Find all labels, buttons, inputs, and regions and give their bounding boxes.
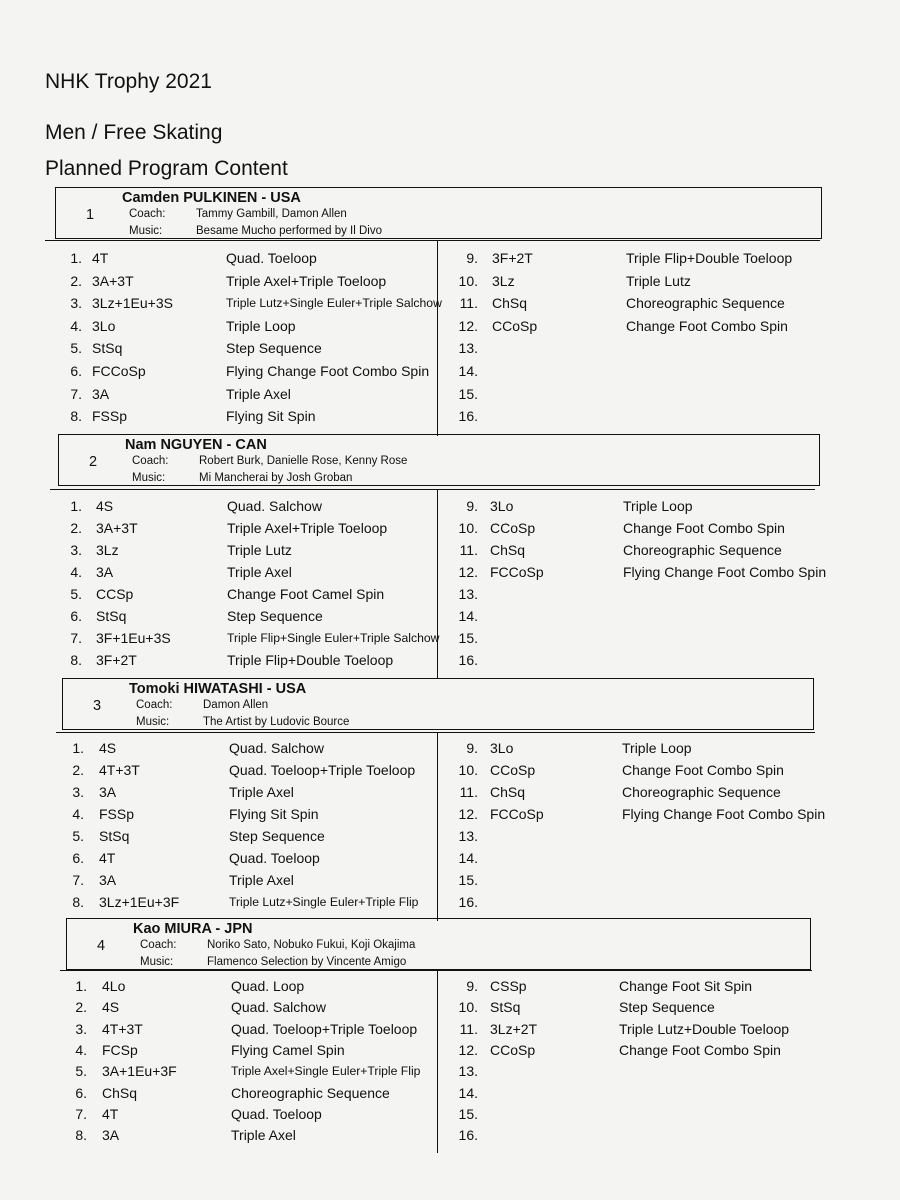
- element-row: [0, 408, 900, 430]
- element-code: 4T: [99, 850, 116, 866]
- element-code: 3F+1Eu+3S: [96, 630, 171, 646]
- element-description: Triple Axel: [229, 784, 294, 800]
- element-description: Triple Axel+Single Euler+Triple Flip: [231, 1064, 421, 1079]
- element-number: 10.: [458, 762, 478, 778]
- element-number: 13.: [458, 828, 478, 844]
- element-number: 11.: [459, 1020, 478, 1037]
- music-label: Music:: [132, 472, 166, 484]
- element-row: [0, 740, 900, 762]
- element-number: 11.: [459, 295, 478, 312]
- coach-label: Coach:: [136, 699, 173, 711]
- element-code: StSq: [92, 340, 123, 357]
- element-number: 9.: [466, 978, 478, 994]
- element-number: 11.: [459, 784, 478, 800]
- element-row: [0, 1063, 900, 1085]
- document-title: Planned Program Content: [45, 157, 288, 180]
- element-row: [0, 894, 900, 916]
- element-description: Choreographic Sequence: [623, 542, 782, 558]
- element-description: Triple Lutz+Single Euler+Triple Salchow: [226, 296, 442, 311]
- music-value: Mi Mancherai by Josh Groban: [199, 472, 353, 484]
- element-code: 4T: [102, 1105, 119, 1122]
- element-code: FCSp: [102, 1041, 138, 1058]
- element-row: [0, 340, 900, 362]
- element-row: [0, 318, 900, 340]
- element-row: [0, 586, 900, 608]
- element-code: 3A: [99, 872, 117, 888]
- element-number: 16.: [458, 1127, 478, 1144]
- element-description: Triple Lutz: [626, 272, 691, 289]
- element-number: 10.: [458, 520, 478, 536]
- element-number: 6.: [70, 608, 82, 624]
- element-number: 8.: [70, 408, 82, 425]
- element-number: 14.: [458, 1084, 478, 1101]
- element-number: 14.: [458, 363, 478, 379]
- element-number: 1.: [75, 978, 87, 994]
- element-code: CCoSp: [490, 1041, 536, 1058]
- element-description: Step Sequence: [226, 340, 322, 357]
- element-code: 4T+3T: [99, 762, 140, 778]
- element-row: [0, 564, 900, 586]
- skater-header-box: [55, 187, 822, 239]
- element-description: Quad. Toeloop: [226, 250, 317, 266]
- element-row: [0, 1127, 900, 1149]
- element-code: 3Lo: [92, 317, 116, 334]
- element-number: 9.: [466, 250, 478, 266]
- element-code: 3A+1Eu+3F: [102, 1063, 177, 1080]
- element-number: 13.: [458, 1063, 478, 1080]
- element-number: 4.: [75, 1041, 87, 1058]
- element-row: [0, 999, 900, 1021]
- element-row: [0, 520, 900, 542]
- element-description: Flying Sit Spin: [229, 806, 319, 822]
- element-row: [0, 1106, 900, 1128]
- coach-label: Coach:: [140, 939, 177, 951]
- element-code: FCCoSp: [490, 564, 544, 580]
- element-description: Triple Lutz+Single Euler+Triple Flip: [229, 895, 419, 909]
- element-code: CCoSp: [492, 317, 538, 334]
- music-label: Music:: [140, 956, 174, 968]
- element-description: Flying Sit Spin: [226, 408, 316, 425]
- element-description: Quad. Salchow: [229, 740, 324, 756]
- element-row: [0, 806, 900, 828]
- element-code: FCCoSp: [92, 363, 146, 379]
- element-number: 7.: [70, 630, 82, 646]
- coach-value: Noriko Sato, Nobuko Fukui, Koji Okajima: [207, 939, 416, 951]
- element-number: 7.: [72, 872, 84, 888]
- element-number: 12.: [458, 1041, 478, 1058]
- element-number: 5.: [72, 828, 84, 844]
- element-row: [0, 1042, 900, 1064]
- element-code: CCoSp: [490, 762, 536, 778]
- element-description: Choreographic Sequence: [626, 295, 785, 312]
- element-number: 5.: [70, 340, 82, 357]
- skater-header-box: [58, 434, 820, 486]
- element-description: Triple Axel: [227, 564, 292, 580]
- element-description: Change Foot Camel Spin: [227, 586, 385, 602]
- element-row: [0, 872, 900, 894]
- element-description: Triple Loop: [623, 498, 693, 514]
- element-number: 6.: [70, 363, 82, 379]
- element-code: 3Lz: [492, 272, 515, 289]
- element-description: Triple Flip+Double Toeloop: [626, 250, 793, 266]
- element-number: 2.: [70, 272, 82, 289]
- coach-value: Tammy Gambill, Damon Allen: [196, 208, 347, 220]
- element-number: 7.: [75, 1105, 87, 1122]
- element-code: CSSp: [490, 978, 527, 994]
- element-code: CCoSp: [490, 520, 536, 536]
- element-description: Triple Flip+Single Euler+Triple Salchow: [227, 631, 440, 645]
- element-number: 12.: [458, 564, 478, 580]
- element-number: 7.: [70, 385, 82, 402]
- element-description: Quad. Loop: [231, 978, 305, 994]
- element-number: 4.: [70, 317, 82, 334]
- coach-label: Coach:: [132, 455, 169, 467]
- element-row: [0, 850, 900, 872]
- element-number: 15.: [458, 385, 478, 402]
- element-row: [0, 652, 900, 674]
- element-code: 3A: [99, 784, 117, 800]
- element-number: 12.: [458, 317, 478, 334]
- element-row: [0, 828, 900, 850]
- element-code: 3Lz+1Eu+3S: [92, 295, 173, 312]
- category-title: Men / Free Skating: [45, 121, 223, 144]
- music-label: Music:: [129, 225, 163, 237]
- element-code: FCCoSp: [490, 806, 544, 822]
- element-number: 1.: [72, 740, 84, 756]
- coach-value: Robert Burk, Danielle Rose, Kenny Rose: [199, 455, 408, 467]
- element-row: [0, 1021, 900, 1043]
- element-code: 3Lz+2T: [490, 1020, 538, 1037]
- music-value: The Artist by Ludovic Bource: [203, 716, 350, 728]
- element-code: 4T: [92, 250, 109, 266]
- element-code: ChSq: [492, 295, 528, 312]
- start-number: 2: [89, 454, 98, 470]
- element-number: 9.: [466, 498, 478, 514]
- element-row: [0, 363, 900, 385]
- element-code: ChSq: [102, 1084, 138, 1101]
- element-description: Quad. Toeloop+Triple Toeloop: [229, 762, 416, 778]
- element-description: Step Sequence: [229, 828, 325, 844]
- element-number: 9.: [466, 740, 478, 756]
- element-description: Choreographic Sequence: [231, 1084, 390, 1101]
- element-number: 12.: [458, 806, 478, 822]
- element-code: 3A: [92, 385, 110, 402]
- music-value: Flamenco Selection by Vincente Amigo: [207, 956, 407, 968]
- start-number: 3: [93, 698, 102, 714]
- element-description: Flying Camel Spin: [231, 1041, 345, 1058]
- element-row: [0, 250, 900, 272]
- start-number: 4: [97, 938, 106, 954]
- skater-name: Nam NGUYEN - CAN: [125, 437, 267, 453]
- element-number: 2.: [75, 999, 87, 1016]
- coach-value: Damon Allen: [203, 699, 269, 711]
- element-number: 1.: [70, 250, 82, 266]
- element-description: Flying Change Foot Combo Spin: [623, 564, 827, 580]
- element-number: 3.: [70, 295, 82, 312]
- element-number: 2.: [72, 762, 84, 778]
- element-number: 16.: [458, 894, 478, 910]
- element-number: 15.: [458, 630, 478, 646]
- element-code: ChSq: [490, 784, 526, 800]
- element-code: ChSq: [490, 542, 526, 558]
- element-description: Step Sequence: [227, 608, 323, 624]
- element-code: 3F+2T: [96, 652, 137, 668]
- element-number: 10.: [458, 999, 478, 1016]
- element-code: 3F+2T: [492, 250, 533, 266]
- element-number: 8.: [72, 894, 84, 910]
- music-value: Besame Mucho performed by Il Divo: [196, 225, 382, 237]
- element-code: 4T+3T: [102, 1020, 143, 1037]
- element-row: [0, 784, 900, 806]
- element-code: 4S: [102, 999, 120, 1016]
- element-code: FSSp: [99, 806, 135, 822]
- element-row: [0, 978, 900, 1000]
- element-description: Flying Change Foot Combo Spin: [226, 363, 430, 379]
- element-number: 13.: [458, 586, 478, 602]
- element-row: [0, 386, 900, 408]
- element-description: Choreographic Sequence: [622, 784, 781, 800]
- element-code: 4Lo: [102, 978, 126, 994]
- element-code: StSq: [490, 999, 521, 1016]
- element-code: 3Lo: [490, 498, 514, 514]
- element-row: [0, 630, 900, 652]
- element-row: [0, 608, 900, 630]
- element-description: Change Foot Combo Spin: [623, 520, 785, 536]
- element-number: 16.: [458, 408, 478, 425]
- element-number: 15.: [458, 1105, 478, 1122]
- element-number: 2.: [70, 520, 82, 536]
- element-number: 16.: [458, 652, 478, 668]
- skater-name: Tomoki HIWATASHI - USA: [129, 681, 307, 697]
- element-number: 3.: [72, 784, 84, 800]
- element-description: Triple Lutz+Double Toeloop: [619, 1020, 790, 1037]
- music-label: Music:: [136, 716, 170, 728]
- element-row: [0, 498, 900, 520]
- element-number: 4.: [72, 806, 84, 822]
- element-number: 5.: [70, 586, 82, 602]
- element-row: [0, 273, 900, 295]
- element-row: [0, 762, 900, 784]
- element-row: [0, 295, 900, 317]
- element-row: [0, 1085, 900, 1107]
- element-number: 8.: [75, 1127, 87, 1144]
- element-row: [0, 542, 900, 564]
- element-code: 3A: [96, 564, 114, 580]
- element-code: 3A+3T: [96, 520, 138, 536]
- element-code: 3Lo: [490, 740, 514, 756]
- element-description: Triple Axel: [229, 872, 294, 888]
- element-description: Triple Lutz: [227, 542, 292, 558]
- event-title: NHK Trophy 2021: [45, 70, 212, 93]
- element-description: Triple Loop: [226, 317, 296, 334]
- element-description: Quad. Toeloop+Triple Toeloop: [231, 1020, 418, 1037]
- element-description: Flying Change Foot Combo Spin: [622, 806, 826, 822]
- element-description: Triple Axel: [226, 385, 291, 402]
- element-code: 4S: [99, 740, 117, 756]
- element-code: StSq: [99, 828, 130, 844]
- element-number: 14.: [458, 850, 478, 866]
- element-number: 3.: [75, 1020, 87, 1037]
- element-number: 6.: [75, 1084, 87, 1101]
- element-description: Triple Axel+Triple Toeloop: [227, 520, 388, 536]
- element-number: 8.: [70, 652, 82, 668]
- element-code: CCSp: [96, 586, 134, 602]
- element-description: Change Foot Combo Spin: [626, 317, 788, 334]
- element-description: Triple Axel: [231, 1127, 296, 1144]
- skater-header-box: [66, 918, 811, 970]
- coach-label: Coach:: [129, 208, 166, 220]
- start-number: 1: [86, 207, 95, 223]
- element-number: 3.: [70, 542, 82, 558]
- element-description: Triple Flip+Double Toeloop: [227, 652, 394, 668]
- element-code: 3Lz: [96, 542, 119, 558]
- element-number: 4.: [70, 564, 82, 580]
- element-description: Quad. Toeloop: [231, 1105, 322, 1122]
- element-code: 3A+3T: [92, 272, 134, 289]
- element-description: Quad. Toeloop: [229, 850, 320, 866]
- element-code: FSSp: [92, 408, 128, 425]
- element-number: 10.: [458, 272, 478, 289]
- element-number: 1.: [70, 498, 82, 514]
- element-code: 3A: [102, 1127, 120, 1144]
- element-description: Triple Axel+Triple Toeloop: [226, 272, 387, 289]
- element-description: Triple Loop: [622, 740, 692, 756]
- skater-name: Kao MIURA - JPN: [133, 921, 253, 937]
- skater-header-box: [62, 678, 814, 730]
- element-description: Change Foot Combo Spin: [619, 1041, 781, 1058]
- skater-name: Camden PULKINEN - USA: [122, 190, 301, 206]
- element-number: 13.: [458, 340, 478, 357]
- element-code: 3Lz+1Eu+3F: [99, 894, 180, 910]
- element-number: 5.: [75, 1063, 87, 1080]
- element-code: 4S: [96, 498, 114, 514]
- element-description: Quad. Salchow: [231, 999, 326, 1016]
- element-number: 15.: [458, 872, 478, 888]
- element-description: Change Foot Combo Spin: [622, 762, 784, 778]
- element-number: 14.: [458, 608, 478, 624]
- element-description: Step Sequence: [619, 999, 715, 1016]
- element-number: 6.: [72, 850, 84, 866]
- element-description: Quad. Salchow: [227, 498, 322, 514]
- element-number: 11.: [459, 542, 478, 558]
- element-description: Change Foot Sit Spin: [619, 978, 753, 994]
- element-code: StSq: [96, 608, 127, 624]
